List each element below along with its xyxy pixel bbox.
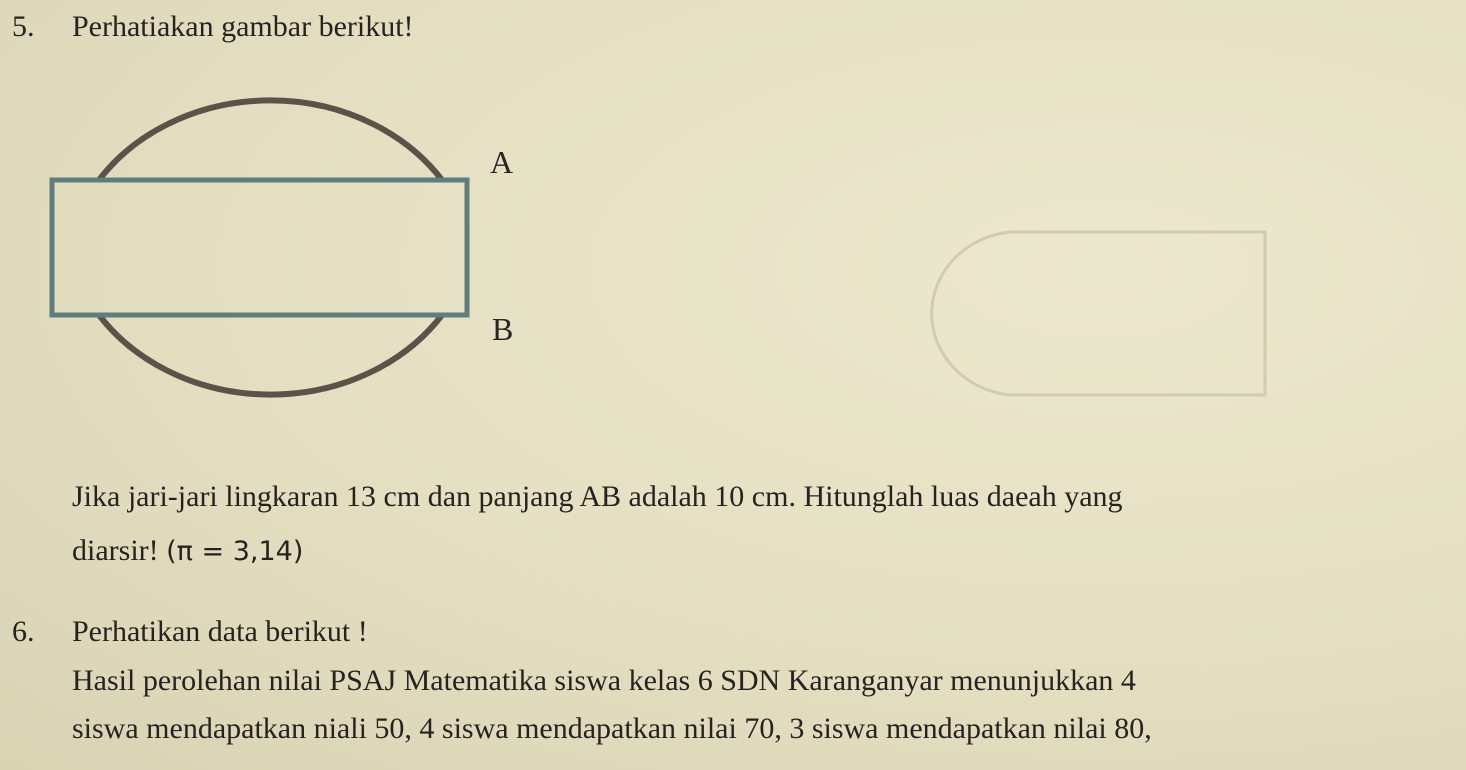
- question-5-number: 5.: [12, 10, 35, 43]
- question-6-text-line-2: siswa mendapatkan niali 50, 4 siswa mendapatkan nilai 70, 3 siswa mendapatkan nilai 80,: [72, 712, 1152, 745]
- circle-bottom-arc: [99, 315, 442, 395]
- circle-rectangle-figure: [40, 70, 540, 450]
- question-6-instruction: Perhatikan data berikut !: [72, 615, 368, 648]
- question-6-text-line-1: Hasil perolehan nilai PSAJ Matematika siswa kelas 6 SDN Karanganyar menunjukkan 4: [72, 664, 1136, 697]
- inner-rectangle: [52, 180, 467, 315]
- question-5-instruction: Perhatiakan gambar berikut!: [72, 10, 414, 43]
- label-a: A: [490, 144, 514, 180]
- pi-formula: (π = 3,14): [166, 536, 304, 567]
- question-5-text-line-1: Jika jari-jari lingkaran 13 cm dan panjang AB adalah 10 cm. Hitunglah luas daeah yang: [72, 480, 1123, 513]
- question-6-number: 6.: [12, 615, 35, 648]
- circle-top-arc: [99, 100, 442, 180]
- label-b: B: [492, 311, 514, 347]
- question-5-prompt: diarsir!: [72, 534, 159, 567]
- question-5-text-line-2: [72, 534, 303, 568]
